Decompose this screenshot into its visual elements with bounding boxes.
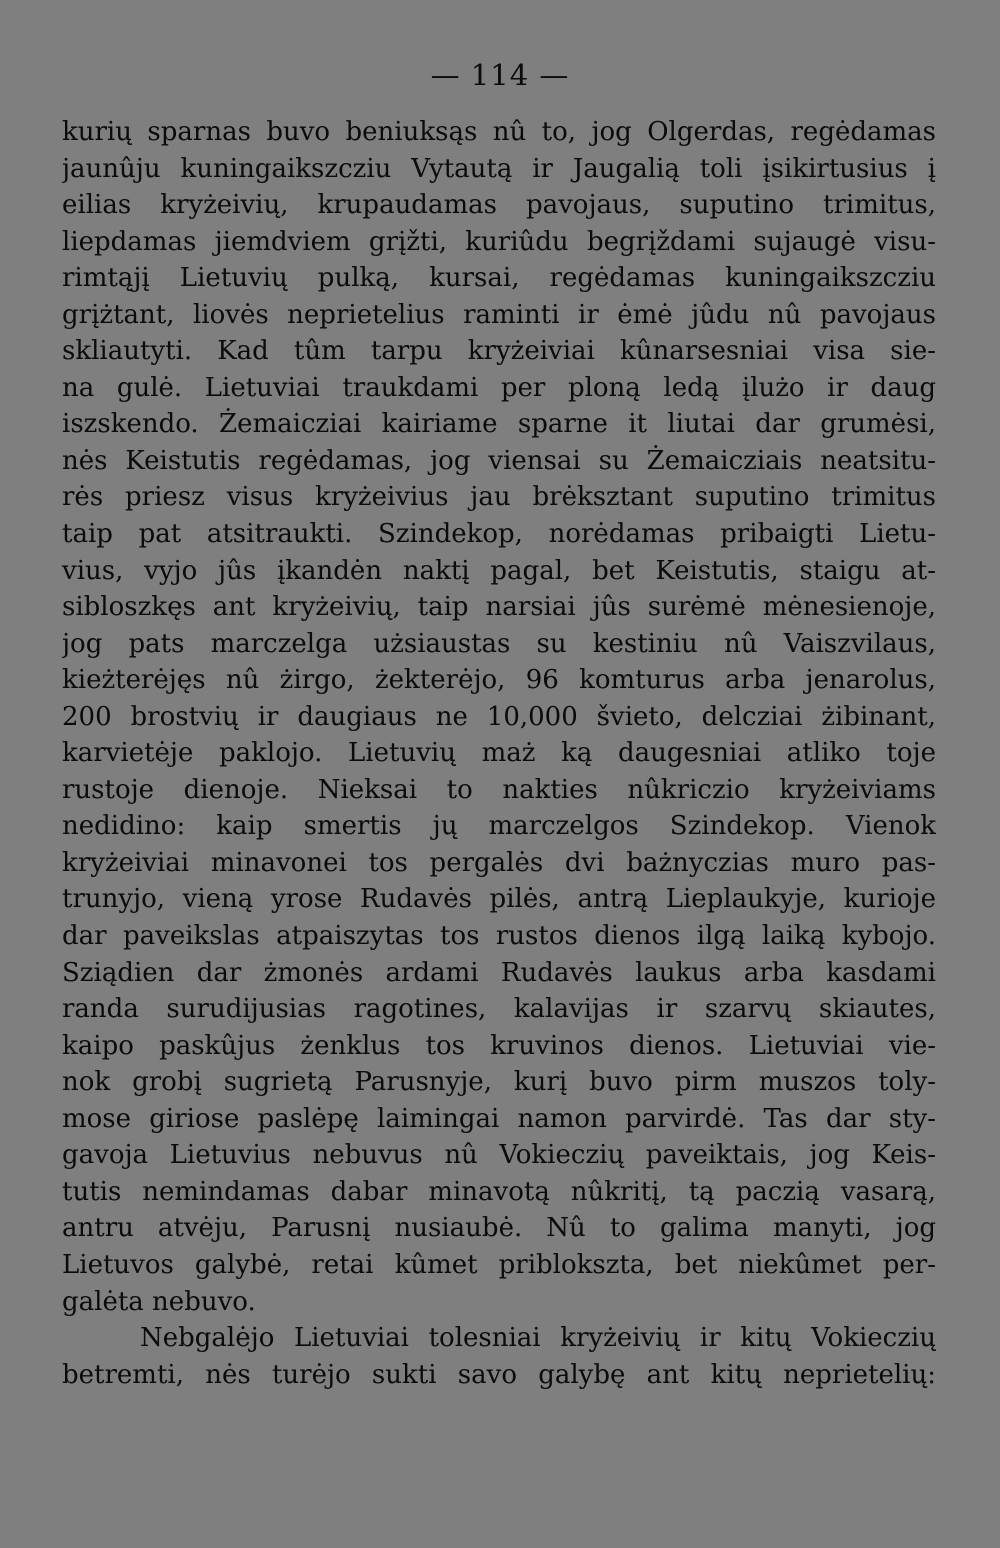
paragraph-start-line: Nebgalėjo Lietuviai tolesniai kryżeivių ir kitų Vokieczių [140,1323,936,1354]
text-line: jog pats marczelga użsiaustas su kestiniu nû Vaiszvilaus, [62,628,936,659]
paragraph-end-line: galėta nebuvo. [62,1286,256,1317]
text-line: betremti, nės turėjo sukti savo galybę ant kitų neprietelių: [62,1359,936,1390]
text-line: Lietuvos galybė, retai kûmet priblokszta, bet niekûmet per- [62,1249,936,1280]
text-line: randa surudijusias ragotines, kalavijas ir szarvų skiautes, [62,994,936,1025]
text-line: nok grobį sugrietą Parusnyje, kurį buvo pirm muszos toly- [62,1067,936,1098]
text-line: karvietėje paklojo. Lietuvių maż ką daugesniai atliko toje [62,738,936,769]
text-line: sibloszkęs ant kryżeivių, taip narsiai jûs surėmė mėnesienoje, [62,592,936,623]
body-text [62,114,936,1393]
text-line: tutis nemindamas dabar minavotą nûkritį, tą paczią vasarą, [62,1176,936,1207]
text-line: rimtąjį Lietuvių pulką, kursai, regėdamas kuningaikszcziu [62,263,936,294]
text-line: antru atvėju, Parusnį nusiaubė. Nû to galima manyti, jog [62,1213,936,1244]
text-line: jaunûju kuningaikszcziu Vytautą ir Jaugalią toli įsikirtusius į [62,153,936,184]
text-line: nės Keistutis regėdamas, jog viensai su Żemaicziais neatsitu- [62,445,936,476]
text-line: Sziądien dar żmonės ardami Rudavės laukus arba kasdami [62,957,936,988]
text-line: kryżeiviai minavonei tos pergalės dvi bażnyczias muro pas- [62,847,936,878]
text-line: iszskendo. Żemaicziai kairiame sparne it liutai dar grumėsi, [62,409,936,440]
text-line: taip pat atsitraukti. Szindekop, norėdamas pribaigti Lietu- [62,519,936,550]
text-line: rustoje dienoje. Nieksai to nakties nûkriczio kryżeiviams [62,774,936,805]
text-line: mose giriose paslėpę laimingai namon parvirdė. Tas dar sty- [62,1103,936,1134]
text-line: vius, vyjo jûs įkandėn naktį pagal, bet Keistutis, staigu at- [62,555,936,586]
text-line: kurių sparnas buvo beniuksąs nû to, jog Olgerdas, regėdamas [62,117,936,147]
text-line: eilias kryżeivių, krupaudamas pavojaus, suputino trimitus, [62,190,936,221]
text-line: rės priesz visus kryżeivius jau brėksztant suputino trimitus [62,482,936,513]
text-line: 200 brostvių ir daugiaus ne 10,000 švieto, delcziai żibinant, [62,701,936,732]
text-line: kieżterėjęs nû żirgo, żekterėjo, 96 komturus arba jenarolus, [62,665,936,696]
text-line: trunyjo, vieną yrose Rudavės pilės, antrą Lieplaukyje, kurioje [62,884,936,915]
text-line: grįżtant, liovės neprietelius raminti ir ėmė jûdu nû pavojaus [62,299,936,330]
text-line: kaipo paskûjus żenklus tos kruvinos dienos. Lietuviai vie- [62,1030,936,1061]
text-line: nedidino: kaip smertis jų marczelgos Szindekop. Vienok [62,811,936,842]
page-number: — 114 — [430,58,570,92]
text-line: liepdamas jiemdviem grįžti, kuriûdu begrįždami sujaugė visu- [62,226,936,257]
text-line: na gulė. Lietuviai traukdami per ploną ledą įlużo ir daug [62,372,936,403]
text-line: skliautyti. Kad tûm tarpu kryżeiviai kûnarsesniai visa sie- [62,336,936,367]
text-line: gavoja Lietuvius nebuvus nû Vokieczių paveiktais, jog Keis- [62,1140,936,1171]
text-line: dar paveikslas atpaiszytas tos rustos dienos ilgą laiką kybojo. [62,921,936,952]
